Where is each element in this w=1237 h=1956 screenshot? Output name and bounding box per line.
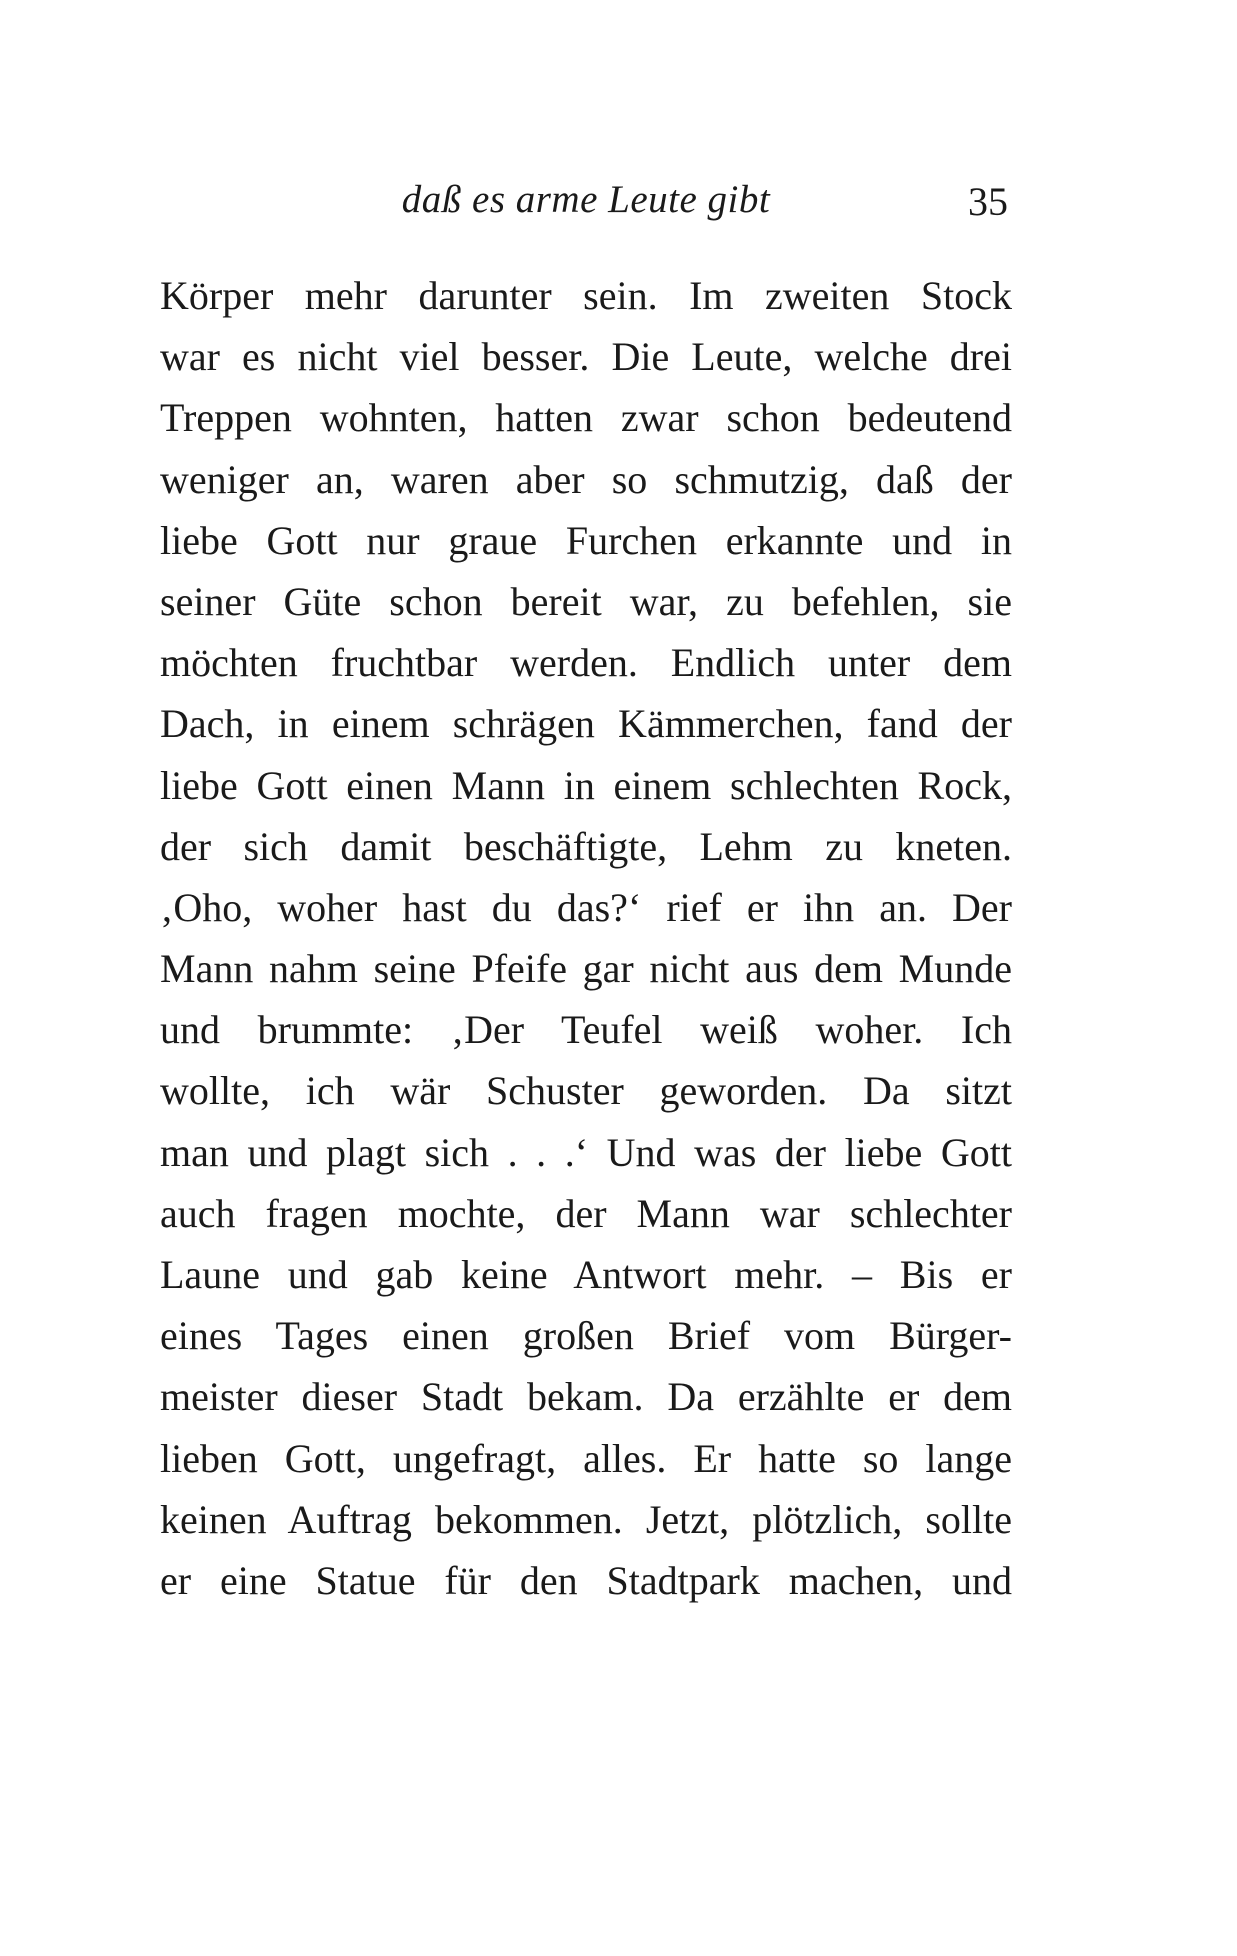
text-line: Laune und gab keine Antwort mehr. – Bis er [160, 1252, 1012, 1297]
text-line: lieben Gott, ungefragt, alles. Er hatte so lange [160, 1435, 1012, 1481]
text-line: seiner Güte schon bereit war, zu befehlen, sie [160, 578, 1012, 624]
body-text [160, 265, 1012, 1611]
text-line: ‚Oho, woher hast du das?‘ rief er ihn an. Der [160, 884, 1012, 930]
running-title: daß es arme Leute gibt [401, 178, 771, 221]
text-line: der sich damit beschäftigte, Lehm zu kneten. [160, 823, 1012, 869]
text-line: man und plagt sich . . .‘ Und was der liebe Gott [160, 1129, 1012, 1175]
text-line: meister dieser Stadt bekam. Da erzählte er dem [160, 1374, 1012, 1420]
running-head [160, 176, 1012, 236]
text-line: auch fragen mochte, der Mann war schlechter [160, 1190, 1012, 1236]
text-line: er eine Statue für den Stadtpark machen, und [160, 1557, 1012, 1603]
page-number: 35 [968, 179, 1008, 224]
text-line: Körper mehr darunter sein. Im zweiten Stock [160, 273, 1012, 318]
text-line: möchten fruchtbar werden. Endlich unter dem [160, 640, 1012, 686]
text-line: und brummte: ‚Der Teufel weiß woher. Ich [160, 1007, 1012, 1053]
text-line: wollte, ich wär Schuster geworden. Da sitzt [160, 1068, 1012, 1114]
text-line: Dach, in einem schrägen Kämmerchen, fand der [160, 701, 1012, 747]
text-line: Treppen wohnten, hatten zwar schon bedeutend [160, 395, 1012, 441]
text-line: liebe Gott nur graue Furchen erkannte und in [160, 517, 1012, 563]
text-line: war es nicht viel besser. Die Leute, welche drei [160, 334, 1012, 380]
text-line: Mann nahm seine Pfeife gar nicht aus dem Munde [160, 946, 1012, 992]
text-line: liebe Gott einen Mann in einem schlechten Rock, [160, 762, 1012, 808]
text-line: keinen Auftrag bekommen. Jetzt, plötzlich, sollte [160, 1496, 1012, 1542]
text-line: eines Tages einen großen Brief vom Bürger- [160, 1313, 1012, 1359]
text-line: weniger an, waren aber so schmutzig, daß der [160, 456, 1012, 502]
